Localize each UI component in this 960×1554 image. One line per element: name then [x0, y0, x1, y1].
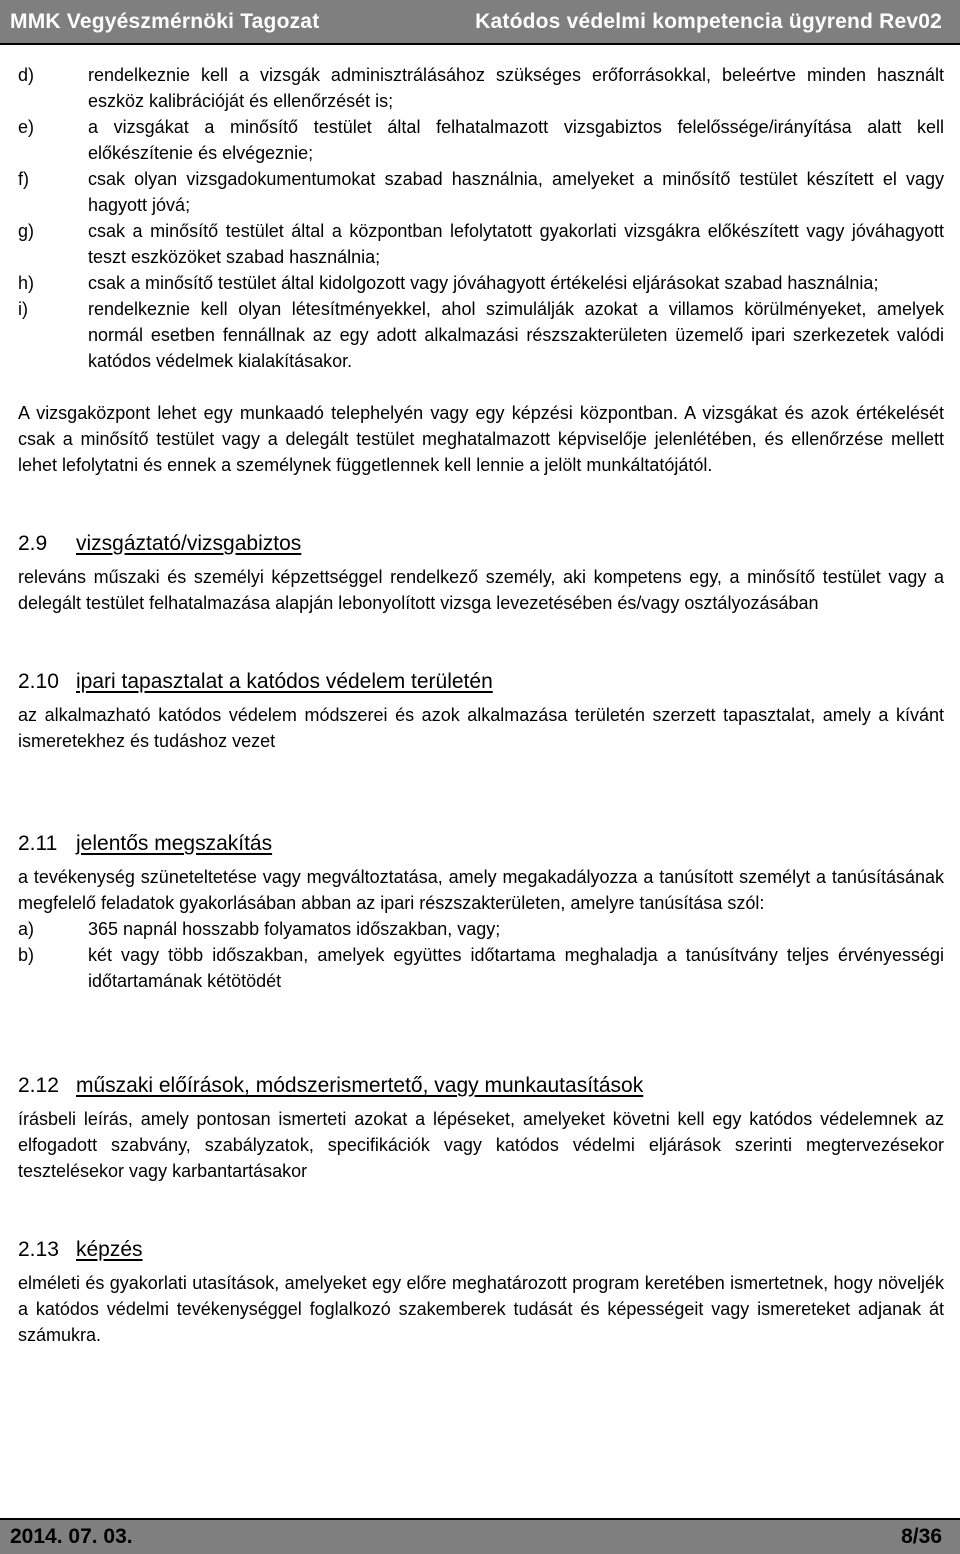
section-body: a tevékenység szüneteltetése vagy megváltoztatása, amely megakadályozza a tanúsított személyt a tanúsításának megfelelő feladatok gyakorlásában abban az ipari részszakterületen, amelyre tanúsítása szól:	[18, 867, 944, 913]
document-body	[18, 62, 944, 1348]
section-2-13	[18, 1236, 944, 1348]
list-marker: a)	[18, 919, 35, 939]
requirements-list	[18, 62, 944, 374]
list-text: rendelkeznie kell olyan létesítményekkel, ahol szimulálják azokat a villamos körülményeket, amelyek normál esetben fennállnak az egy adott alkalmazási részszakterületen üzemelő ipari szerkezetek valódi katódos védelmek kialakításakor.	[88, 299, 944, 371]
section-heading	[18, 668, 944, 696]
header-organization: MMK Vegyészmérnöki Tagozat	[10, 9, 320, 33]
section-heading	[18, 530, 944, 558]
list-text: csak olyan vizsgadokumentumokat szabad használnia, amelyeket a minősítő testület készített el vagy hagyott jóvá;	[88, 169, 944, 215]
list-text: két vagy több időszakban, amelyek együttes időtartama meghaladja a tanúsítvány teljes érvényességi időtartamának kétötödét	[88, 945, 944, 991]
section-heading	[18, 1072, 944, 1100]
section-2-10	[18, 668, 944, 754]
list-item	[18, 296, 944, 374]
list-text: csak a minősítő testület által kidolgozott vagy jóváhagyott értékelési eljárásokat szabad használnia;	[88, 273, 879, 293]
section-body: írásbeli leírás, amely pontosan ismerteti azokat a lépéseket, amelyeket követni kell egy katódos védelemnek az elfogadott szabvány, szabályzatok, specifikációk vagy katódos védelmi eljárások szerinti megtervezésekor tesztelésekor vagy karbantartásakor	[18, 1109, 944, 1181]
list-text: rendelkeznie kell a vizsgák adminisztrálásához szükséges erőforrásokkal, beleértve minden használt eszköz kalibrációját és ellenőrzését is;	[88, 65, 944, 111]
list-marker: f)	[18, 169, 29, 189]
footer-date: 2014. 07. 03.	[10, 1525, 133, 1548]
section-title: ipari tapasztalat a katódos védelem területén	[76, 670, 493, 693]
section-body: releváns műszaki és személyi képzettséggel rendelkező személy, aki kompetens egy, a minősítő testület vagy a delegált testület felhatalmazása alapján lebonyolított vizsga levezetésében és/vagy osztályozásában	[18, 567, 944, 613]
list-text: 365 napnál hosszabb folyamatos időszakban, vagy;	[88, 919, 501, 939]
page-number: 8/36	[901, 1525, 942, 1548]
page-header	[0, 0, 960, 45]
list-text: a vizsgákat a minősítő testület által felhatalmazott vizsgabiztos felelőssége/irányítása alatt kell előkészítenie és elvégeznie;	[88, 117, 944, 163]
list-item	[18, 114, 944, 166]
section-title: vizsgáztató/vizsgabiztos	[76, 532, 302, 555]
section-title: képzés	[76, 1238, 143, 1261]
list-marker: d)	[18, 65, 35, 85]
list-marker: h)	[18, 273, 35, 293]
section-number: 2.9	[18, 532, 48, 555]
page-footer	[0, 1518, 960, 1554]
section-heading	[18, 1236, 944, 1264]
list-item	[18, 218, 944, 270]
exam-center-paragraph: A vizsgaközpont lehet egy munkaadó telephelyén vagy egy képzési központban. A vizsgákat és azok értékelését csak a minősítő testület vagy a delegált testület meghatalmazott képviselője jelenlétében, és ellenőrzése mellett lehet lefolytatni és ennek a személynek függetlennek kell lennie a jelölt munkáltatójától.	[18, 403, 944, 475]
list-marker: b)	[18, 945, 35, 965]
section-body: az alkalmazható katódos védelem módszerei és azok alkalmazása területén szerzett tapasztalat, amely a kívánt ismeretekhez és tudáshoz vezet	[18, 705, 944, 751]
list-item	[18, 166, 944, 218]
header-document-title: Katódos védelmi kompetencia ügyrend Rev02	[475, 9, 942, 33]
list-marker: e)	[18, 117, 35, 137]
section-title: jelentős megszakítás	[76, 832, 273, 855]
section-number: 2.11	[18, 832, 58, 855]
section-2-11	[18, 830, 944, 994]
section-number: 2.10	[18, 670, 59, 693]
list-text: csak a minősítő testület által a központban lefolytatott gyakorlati vizsgákra előkészített vagy jóváhagyott teszt eszközöket szabad használnia;	[88, 221, 944, 267]
section-title: műszaki előírások, módszerismertető, vagy munkautasítások	[76, 1074, 644, 1097]
list-item	[18, 942, 944, 994]
list-marker: i)	[18, 299, 28, 319]
section-heading	[18, 830, 944, 858]
list-item	[18, 62, 944, 114]
list-item	[18, 270, 944, 296]
list-item	[18, 916, 944, 942]
section-number: 2.13	[18, 1238, 59, 1261]
section-2-9	[18, 530, 944, 616]
section-body: elméleti és gyakorlati utasítások, amelyeket egy előre meghatározott program keretében ismertetnek, hogy növeljék a katódos védelmi tevékenységgel foglalkozó szakemberek tudását és képességeit vagy ismereteket adjanak át számukra.	[18, 1273, 944, 1345]
section-2-12	[18, 1072, 944, 1184]
section-number: 2.12	[18, 1074, 59, 1097]
list-marker: g)	[18, 221, 35, 241]
